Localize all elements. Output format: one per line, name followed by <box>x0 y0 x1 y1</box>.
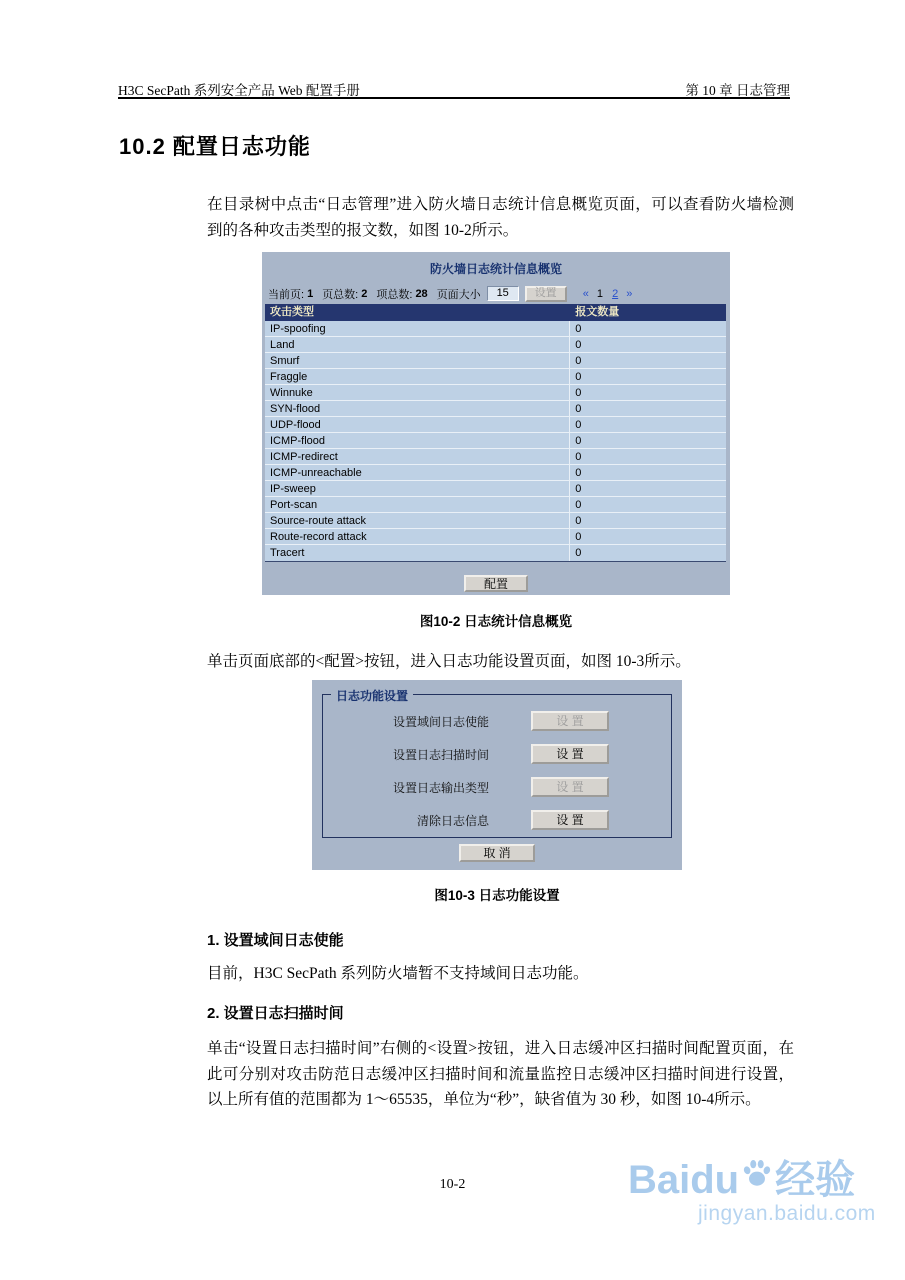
paragraph-intro: 在目录树中点击“日志管理”进入防火墙日志统计信息概览页面，可以查看防火墙检测到的各种攻击类型的报文数，如图 10-2所示。 <box>207 196 794 239</box>
setting-label: 设置日志扫描时间 <box>392 747 489 762</box>
attack-type-cell: Route-record attack <box>270 531 367 543</box>
figure-10-3-caption: 图10-3 日志功能设置 <box>434 888 560 903</box>
subheading-interzone-log: 1. 设置域间日志使能 <box>207 932 344 949</box>
paragraph-config: 单击页面底部的<配置>按钮，进入日志功能设置页面，如图 10-3所示。 <box>207 653 691 670</box>
header-divider <box>118 97 790 99</box>
paragraph-scan-time: 单击“设置日志扫描时间”右侧的<设置>按钮，进入日志缓冲区扫描时间配置页面，在此可分别对攻击防范日志缓冲区扫描时间和流量监控日志缓冲区扫描时间进行设置，以上所有值的范围都为 1～65535，单位为“秒”，缺省值为 30 秒，如图 10-4所示。 <box>207 1040 794 1108</box>
figure-10-2-caption: 图10-2 日志统计信息概览 <box>419 614 573 629</box>
attack-type-cell: SYN-flood <box>270 403 321 415</box>
page-size-label: 页面大小 <box>436 288 481 301</box>
setting-set-button[interactable]: 设 置 <box>531 777 609 797</box>
table-row <box>265 465 726 481</box>
setting-row <box>323 711 671 731</box>
table-row <box>265 497 726 513</box>
packet-count-cell: 0 <box>569 433 726 448</box>
packet-count-cell: 0 <box>569 321 726 336</box>
attack-type-cell: Fraggle <box>270 371 308 383</box>
table-row <box>265 513 726 529</box>
pager-last-link[interactable]: » <box>626 287 633 300</box>
log-settings-screenshot <box>312 680 682 870</box>
table-row <box>265 545 726 561</box>
attack-type-cell: ICMP-unreachable <box>270 467 362 479</box>
log-settings-legend: 日志功能设置 <box>331 687 413 704</box>
attack-type-cell: UDP-flood <box>270 419 321 431</box>
log-overview-title: 防火墙日志统计信息概览 <box>429 262 562 276</box>
attack-type-cell: Source-route attack <box>270 515 366 527</box>
page-size-set-button[interactable]: 设置 <box>525 286 567 302</box>
attack-type-cell: Tracert <box>270 547 305 559</box>
table-row <box>265 369 726 385</box>
page-number: 10-2 <box>439 1177 466 1192</box>
attack-type-cell: ICMP-flood <box>270 435 326 447</box>
total-items-label: 项总数: <box>376 288 413 301</box>
watermark-url: jingyan.baidu.com <box>698 1202 876 1225</box>
watermark-suffix: 经验 <box>775 1158 856 1202</box>
pagination-bar <box>268 285 726 302</box>
setting-row <box>323 744 671 764</box>
table-row <box>265 353 726 369</box>
table-row <box>265 529 726 545</box>
setting-set-button[interactable]: 设 置 <box>531 744 609 764</box>
packet-count-cell: 0 <box>569 449 726 464</box>
attack-statistics-table <box>265 304 726 562</box>
table-header-row <box>265 304 726 321</box>
setting-set-button[interactable]: 设 置 <box>531 711 609 731</box>
attack-type-cell: Port-scan <box>270 499 318 511</box>
current-page-label: 当前页: <box>268 288 305 301</box>
config-button[interactable]: 配置 <box>464 575 528 592</box>
paragraph-interzone: 目前，H3C SecPath 系列防火墙暂不支持域间日志功能。 <box>207 965 589 982</box>
table-row <box>265 449 726 465</box>
attack-type-cell: Land <box>270 339 295 351</box>
packet-count-cell: 0 <box>569 497 726 512</box>
page-size-input[interactable]: 15 <box>487 286 519 301</box>
table-row <box>265 321 726 337</box>
table-row <box>265 481 726 497</box>
packet-count-cell: 0 <box>569 401 726 416</box>
watermark <box>628 1158 894 1226</box>
packet-count-cell: 0 <box>569 545 726 561</box>
doc-header <box>118 79 790 99</box>
packet-count-cell: 0 <box>569 385 726 400</box>
attack-type-cell: IP-sweep <box>270 483 316 495</box>
pager-links <box>581 288 635 300</box>
packet-count-cell: 0 <box>569 417 726 432</box>
cancel-button[interactable]: 取 消 <box>459 844 535 862</box>
table-row <box>265 401 726 417</box>
section-title: 10.2 配置日志功能 <box>119 134 311 159</box>
log-settings-fieldset <box>322 689 672 838</box>
watermark-brand: Baidu <box>628 1158 740 1202</box>
attack-type-cell: Smurf <box>270 355 300 367</box>
pager-first-link[interactable]: « <box>582 287 589 300</box>
doc-header-left: H3C SecPath 系列安全产品 Web 配置手册 <box>118 83 360 98</box>
packet-count-cell: 0 <box>569 465 726 480</box>
total-pages-label: 页总数: <box>322 288 359 301</box>
subheading-scan-time: 2. 设置日志扫描时间 <box>207 1005 344 1022</box>
watermark-logo <box>628 1158 894 1202</box>
packet-count-cell: 0 <box>569 481 726 496</box>
attack-type-header: 攻击类型 <box>270 306 314 318</box>
packet-count-cell: 0 <box>569 369 726 384</box>
setting-label: 设置域间日志使能 <box>392 714 489 729</box>
pager-page-2[interactable]: 2 <box>612 287 619 300</box>
attack-table-body <box>265 321 726 561</box>
doc-header-right: 第 10 章 日志管理 <box>685 83 790 98</box>
total-pages-value: 2 <box>361 287 368 300</box>
packet-count-cell: 0 <box>569 513 726 528</box>
setting-row <box>323 810 671 830</box>
attack-type-cell: Winnuke <box>270 387 313 399</box>
current-page-value: 1 <box>307 287 314 300</box>
table-row <box>265 433 726 449</box>
attack-type-cell: ICMP-redirect <box>270 451 338 463</box>
packet-count-cell: 0 <box>569 337 726 352</box>
packet-count-header: 报文数量 <box>569 304 726 321</box>
total-items-value: 28 <box>415 287 428 300</box>
packet-count-cell: 0 <box>569 529 726 544</box>
attack-type-cell: IP-spoofing <box>270 323 326 335</box>
setting-label: 设置日志输出类型 <box>392 780 489 795</box>
table-row <box>265 337 726 353</box>
setting-label: 清除日志信息 <box>416 813 489 828</box>
pager-page-1[interactable]: 1 <box>596 287 603 300</box>
table-row <box>265 385 726 401</box>
setting-row <box>323 777 671 797</box>
baidu-paw-icon <box>742 1159 772 1189</box>
log-overview-screenshot <box>262 252 730 595</box>
setting-set-button[interactable]: 设 置 <box>531 810 609 830</box>
packet-count-cell: 0 <box>569 353 726 368</box>
table-row <box>265 417 726 433</box>
